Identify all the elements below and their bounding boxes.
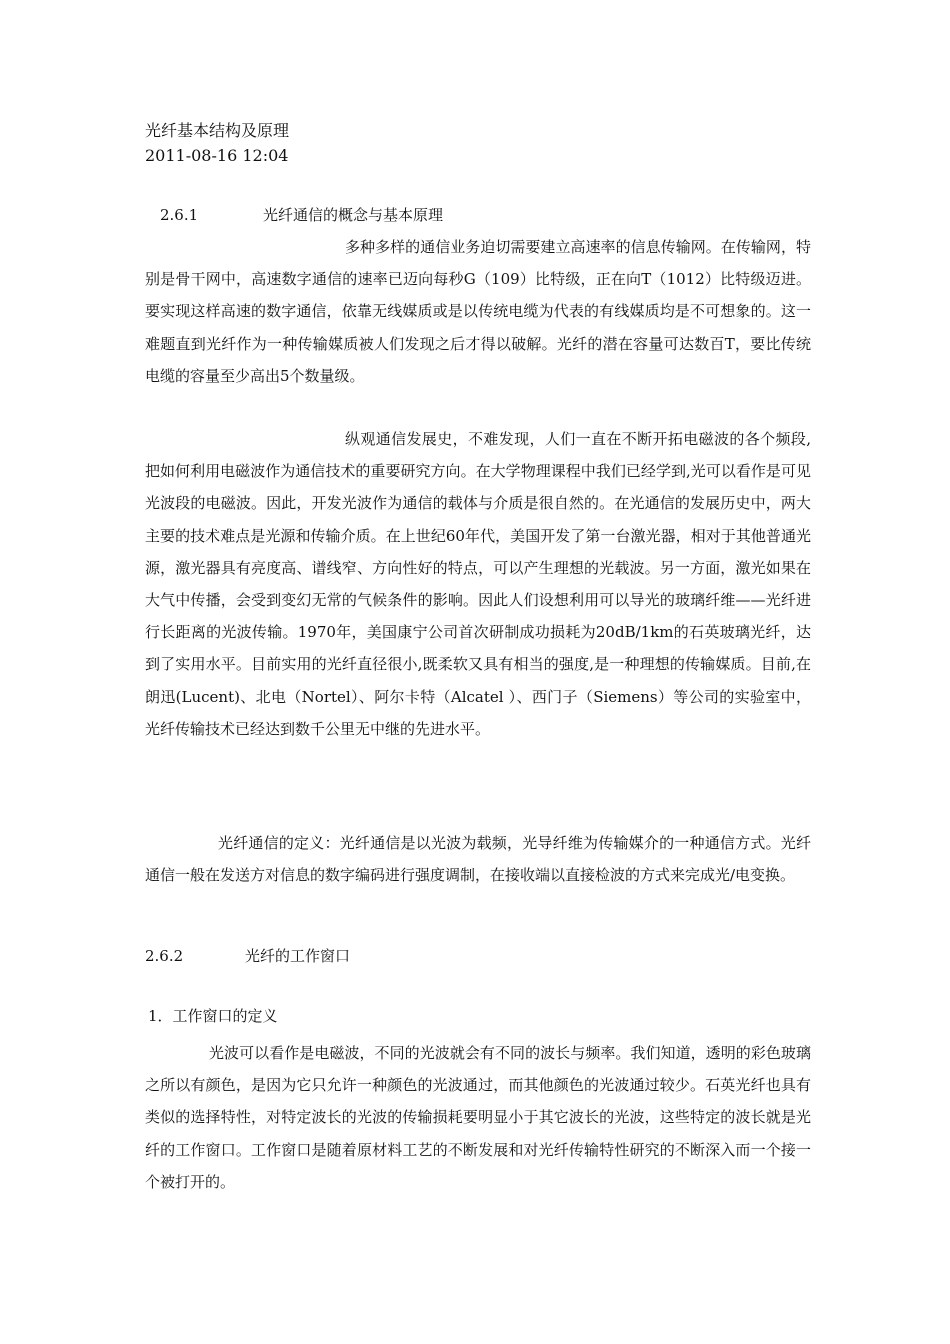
paragraph: 光波可以看作是电磁波，不同的光波就会有不同的波长与频率。我们知道，透明的彩色玻璃之所以有颜色，是因为它只允许一种颜色的光波通过，而其他颜色的光波通过较少。石英光纤也具有类似的选择特性，对特定波长的光波的传输损耗要明显小于其它波长的光波，这些特定的波长就是光纤的工作窗口。工作窗口是随着原材料工艺的不断发展和对光纤传输特性研究的不断深入而一个接一个被打开的。	[145, 1044, 811, 1191]
section-heading-2-6-1	[160, 203, 443, 227]
document-title: 光纤基本结构及原理	[145, 121, 290, 140]
document-datetime: 2011-08-16 12:04	[145, 146, 289, 165]
section-number: 2.6.1	[160, 206, 199, 224]
paragraph: 多种多样的通信业务迫切需要建立高速率的信息传输网。在传输网，特别是骨干网中，高速数字通信的速率已迈向每秒G（109）比特级，正在向T（1012）比特级迈进。要实现这样高速的数字通信，依靠无线媒质或是以传统电缆为代表的有线媒质均是不可想象的。这一难题直到光纤作为一种传输媒质被人们发现之后才得以破解。光纤的潜在容量可达数百T，要比传统电缆的容量至少高出5个数量级。	[145, 238, 811, 385]
section-title: 光纤的工作窗口	[245, 947, 351, 965]
section-title: 光纤通信的概念与基本原理	[263, 206, 444, 224]
subsection-heading: 1．工作窗口的定义	[148, 1007, 278, 1025]
document-header	[145, 118, 289, 168]
paragraph: 纵观通信发展史，不难发现，人们一直在不断开拓电磁波的各个频段,把如何利用电磁波作为通信技术的重要研究方向。在大学物理课程中我们已经学到,光可以看作是可见光波段的电磁波。因此，开发光波作为通信的载体与介质是很自然的。在光通信的发展历史中，两大主要的技术难点是光源和传输介质。在上世纪60年代，美国开发了第一台激光器，相对于其他普通光源，激光器具有亮度高、谱线窄、方向性好的特点，可以产生理想的光载波。另一方面，激光如果在大气中传播，会受到变幻无常的气候条件的影响。因此人们设想利用可以导光的玻璃纤维——光纤进行长距离的光波传输。1970年，美国康宁公司首次研制成功损耗为20dB/1km的石英玻璃光纤，达到了实用水平。目前实用的光纤直径很小,既柔软又具有相当的强度,是一种理想的传输媒质。目前,在朗迅(Lucent)、北电（Nortel）、阿尔卡特（Alcatel ）、西门子（Siemens）等公司的实验室中，光纤传输技术已经达到数千公里无中继的先进水平。	[145, 430, 811, 738]
section-number: 2.6.2	[145, 947, 184, 965]
paragraph: 光纤通信的定义：光纤通信是以光波为载频，光导纤维为传输媒介的一种通信方式。光纤通信一般在发送方对信息的数字编码进行强度调制，在接收端以直接检波的方式来完成光/电变换。	[145, 834, 811, 885]
section-heading-2-6-2	[145, 944, 350, 968]
